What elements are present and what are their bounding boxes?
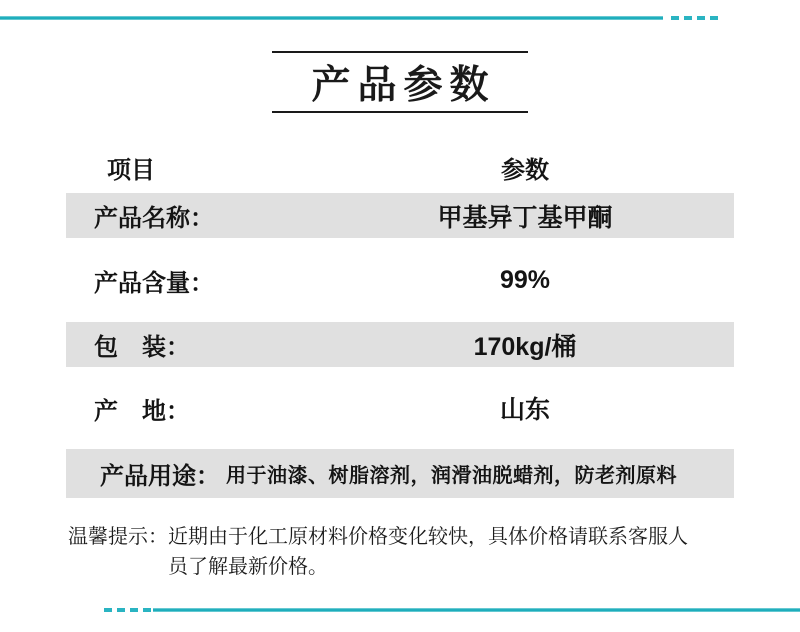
row-label: 产品含量：	[94, 269, 214, 297]
row-label: 产 地：	[94, 397, 190, 425]
row-value: 99%	[499, 265, 551, 294]
notice-label: 温馨提示：	[68, 526, 168, 548]
row-value: 用于油漆、树脂溶剂，润滑油脱蜡剂，防老剂原料	[226, 465, 677, 487]
table-row-usage	[66, 449, 734, 498]
table-row-packaging	[66, 322, 734, 367]
header-item-label: 项目	[107, 157, 155, 184]
page-title: 产品参数	[311, 64, 496, 107]
table-row-product-name	[66, 193, 734, 238]
row-label: 产品名称：	[94, 205, 214, 232]
header-param-label: 参数	[501, 157, 549, 184]
bottom-accent-dashes	[104, 608, 151, 612]
row-value: 山东	[499, 396, 550, 424]
table-row-content	[66, 238, 734, 322]
bottom-accent-line	[153, 608, 800, 612]
params-table	[66, 142, 734, 498]
row-label: 包 装：	[94, 334, 190, 361]
notice	[68, 522, 718, 582]
title-box	[272, 51, 528, 113]
row-label: 产品用途：	[100, 463, 220, 490]
top-accent-dashes	[671, 16, 718, 20]
table-row-origin	[66, 367, 734, 449]
notice-text: 近期由于化工原材料价格变化较快，具体价格请联系客服人员了解最新价格。	[168, 526, 688, 578]
row-value: 甲基异丁基甲酮	[437, 203, 613, 232]
row-value: 170kg/桶	[473, 332, 577, 361]
top-accent-line	[0, 16, 663, 20]
table-header-row	[66, 142, 734, 193]
